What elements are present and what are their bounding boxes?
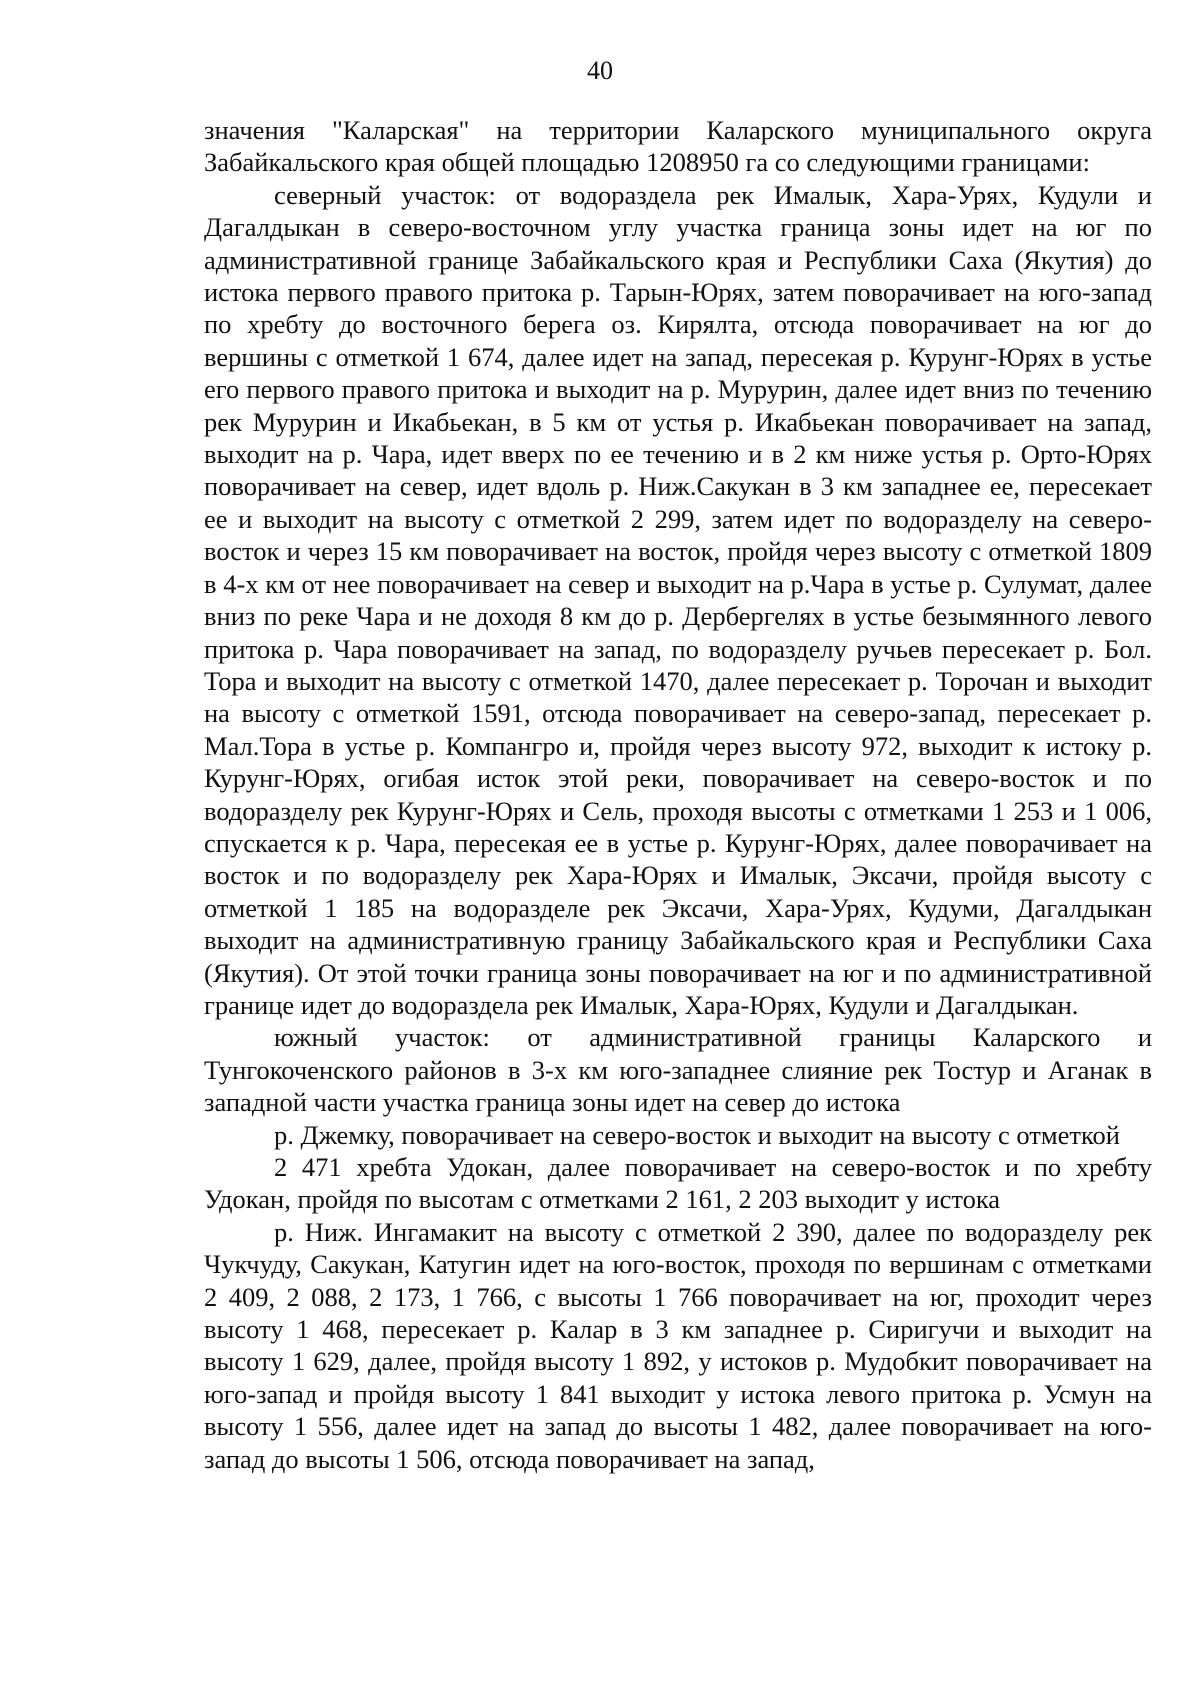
paragraph-udokan: 2 471 хребта Удокан, далее поворачивает на северо-восток и по хребту Удокан, пройдя по высотам с отметками 2 161, 2 203 выходит у истока (204, 1152, 1152, 1215)
page-number: 40 (587, 56, 613, 85)
document-body (204, 114, 1152, 1475)
paragraph-ingamakit: р. Ниж. Ингамакит на высоту с отметкой 2 390, далее по водоразделу рек Чукчуду, Сакукан, Катугин идет на юго-восток, проходя по вершинам с отметками 2 409, 2 088, 2 173, 1 766, с высоты 1 766 поворачивает на юг, проходит через высоту 1 468, пересекает р. Калар в 3 км западнее р. Сиригучи и выходит на высоту 1 629, далее, пройдя высоту 1 892, у истоков р. Мудобкит поворачивает на юго-запад и пройдя высоту 1 841 выходит у истока левого притока р. Усмун на высоту 1 556, далее идет на запад до высоты 1 482, далее поворачивает на юго-запад до высоты 1 506, отсюда поворачивает на запад, (204, 1216, 1152, 1474)
paragraph-northern-section: северный участок: от водораздела рек Ималык, Хара-Урях, Кудули и Дагалдыкан в северо-восточном углу участка граница зоны идет на юг по административной границе Забайкальского края и Республики Саха (Якутия) до истока первого правого притока р. Тарын-Юрях, затем поворачивает на юго-запад по хребту до восточного берега оз. Кирялта, отсюда поворачивает на юг до вершины с отметкой 1 674, далее идет на запад, пересекая р. Курунг-Юрях в устье его первого правого притока и выходит на р. Мурурин, далее идет вниз по течению рек Мурурин и Икабьекан, в 5 км от устья р. Икабьекан поворачивает на запад, выходит на р. Чара, идет вверх по ее течению и в 2 км ниже устья р. Орто-Юрях поворачивает на север, идет вдоль р. Ниж.Сакукан в 3 км западнее ее, пересекает ее и выходит на высоту с отметкой 2 299, затем идет по водоразделу на северо-восток и через 15 км поворачивает на восток, пройдя через высоту с отметкой 1809 в 4-х км от нее поворачивает на север и выходит на р.Чара в устье р. Сулумат, далее вниз по реке Чара и не доходя 8 км до р. Дербергелях в устье безымянного левого притока р. Чара поворачивает на запад, по водоразделу ручьев пересекает р. Бол. Тора и выходит на высоту с отметкой 1470, далее пересекает р. Торочан и выходит на высоту с отметкой 1591, отсюда поворачивает на северо-запад, пересекает р. Мал.Тора в устье р. Компангро и, пройдя через высоту 972, выходит к истоку р. Курунг-Юрях, огибая исток этой реки, поворачивает на северо-восток и по водоразделу рек Курунг-Юрях и Сель, проходя высоты с отметками 1 253 и 1 006, спускается к р. Чара, пересекая ее в устье р. Курунг-Юрях, далее поворачивает на восток и по водоразделу рек Хара-Юрях и Ималык, Эксачи, пройдя высоту с отметкой 1 185 на водоразделе рек Эксачи, Хара-Урях, Кудуми, Дагалдыкан выходит на административную границу Забайкальского края и Республики Саха (Якутия). От этой точки граница зоны поворачивает на юг и по административной границе идет до водораздела рек Ималык, Хара-Юрях, Кудули и Дагалдыкан. (204, 179, 1152, 1020)
paragraph-dzhemku: р. Джемку, поворачивает на северо-восток и выходит на высоту с отметкой (274, 1119, 1120, 1150)
paragraph-southern-section: южный участок: от административной границы Каларского и Тунгокоченского районов в 3-х км юго-западнее слияние рек Тостур и Аганак в западной части участка граница зоны идет на север до истока (204, 1022, 1152, 1118)
paragraph-intro: значения "Каларская" на территории Каларского муниципального округа Забайкальского края общей площадью 1208950 га со следующими границами: (204, 115, 1152, 178)
